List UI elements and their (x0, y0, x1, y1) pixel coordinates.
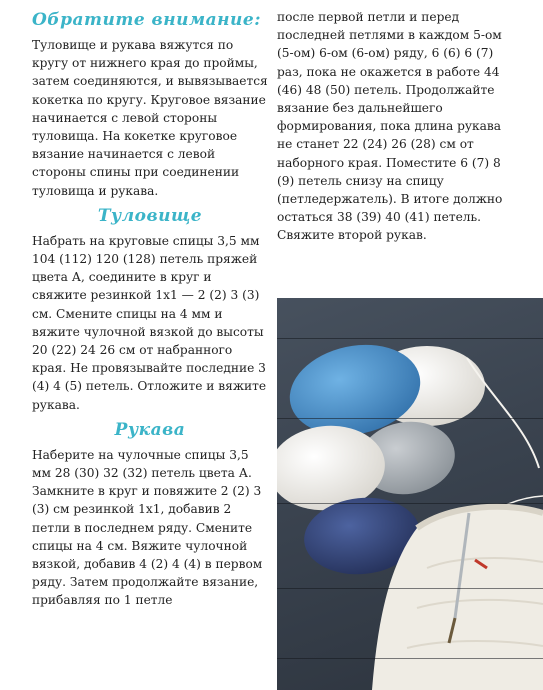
sleeve-section-text: Наберите на чулочные спицы 3,5 мм 28 (30) 32 (32) петель цвета А. Замкните в круг и повяжите 2 (2) 3 (3) см резинкой 1х1, добавив 2 петли в последнем ряду. Смените спицы на 4 см. Вяжите чулочной вязкой, добавив 4 (2) 4 (4) в первом ряду. Затем продолжайте вязание, прибавляя по 1 петле (32, 447, 263, 608)
right-column (277, 8, 517, 251)
sleeve-section-heading: Рукава (114, 419, 186, 440)
yarn-illustration (277, 298, 543, 690)
body-section-text: Набрать на круговые спицы 3,5 мм 104 (112) 120 (128) петель пряжей цвета А, соедините в круг и свяжите резинкой 1х1 — 2 (2) 3 (3) см. Смените спицы на 4 мм и вяжите чулочной вязкой до высоты 20 (22) 24 26 см от набранного края. Не провязывайте последние 3 (4) 4 (5) петель. Отложите и вяжите рукава. (32, 233, 267, 412)
knitting-photo (277, 298, 543, 690)
body-section-heading: Туловище (97, 205, 203, 226)
note-heading: Обратите внимание: (32, 10, 261, 30)
note-text: Туловище и рукава вяжутся по кругу от нижнего края до проймы, затем соединяются, и вывязывается кокетка по кругу. Круговое вязание начинается с левой стороны туловища. На кокетке круговое вязание начинается с левой стороны спины при соединении туловища и рукава. (32, 38, 268, 198)
continuation-text: после первой петли и перед последней петлями в каждом 5-ом (5-ом) 6-ом (6-ом) ряду, 6 (6) 6 (7) раз, пока не окажется в работе 44 (46) 48 (50) петель. Продолжайте вязание без дальнейшего формирования, пока длина рукава не станет 22 (24) 26 (28) см от наборного края. Поместите 6 (7) 8 (9) петель снизу на спицу (петледержатель). В итоге должно остаться 38 (39) 40 (41) петель. Свяжите второй рукав. (277, 10, 503, 243)
left-column (32, 8, 268, 616)
